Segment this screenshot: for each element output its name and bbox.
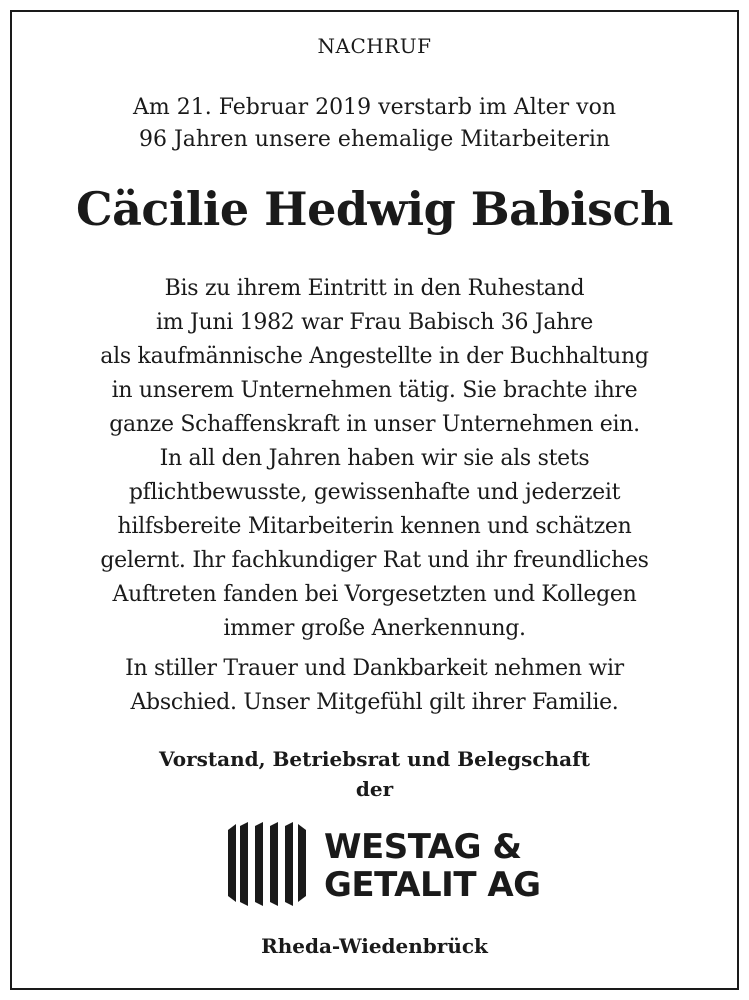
signoff xyxy=(12,744,737,804)
tribute-line: gelernt. Ihr fachkundiger Rat und ihr freundliches xyxy=(100,548,649,573)
tribute-line: immer große Anerkennung. xyxy=(223,616,526,641)
tribute-line: in unserem Unternehmen tätig. Sie brachte ihre xyxy=(111,378,638,403)
logo-wordmark-line: WESTAG & xyxy=(324,827,522,867)
company-logo xyxy=(228,822,541,912)
closing-text xyxy=(12,652,737,720)
signoff-line: Vorstand, Betriebsrat und Belegschaft xyxy=(159,747,590,771)
intro-line: Am 21. Februar 2019 verstarb im Alter von xyxy=(132,95,616,120)
intro-line: 96 Jahren unsere ehemalige Mitarbeiterin xyxy=(138,127,611,152)
tribute-line: hilfsbereite Mitarbeiterin kennen und schätzen xyxy=(117,514,632,539)
tribute-line: als kaufmännische Angestellte in der Buchhaltung xyxy=(100,344,649,369)
intro-text xyxy=(12,92,737,156)
tribute-line: Auftreten fanden bei Vorgesetzten und Kollegen xyxy=(112,582,637,607)
deceased-name: Cäcilie Hedwig Babisch xyxy=(76,182,673,236)
tribute-text xyxy=(12,272,737,646)
tribute-line: im Juni 1982 war Frau Babisch 36 Jahre xyxy=(156,310,593,335)
obituary-notice-frame xyxy=(10,10,739,990)
logo-wordmark xyxy=(324,828,541,904)
company-location: Rheda-Wiedenbrück xyxy=(261,934,488,958)
tribute-line: In all den Jahren haben wir sie als stets xyxy=(159,446,590,471)
closing-line: Abschied. Unser Mitgefühl gilt ihrer Familie. xyxy=(130,690,619,715)
tribute-line: pflichtbewusste, gewissenhafte und jederzeit xyxy=(128,480,621,505)
tribute-line: ganze Schaffenskraft in unser Unternehmen ein. xyxy=(109,412,640,437)
westag-bars-logo-icon xyxy=(228,822,306,906)
notice-heading: NACHRUF xyxy=(317,34,432,58)
tribute-line: Bis zu ihrem Eintritt in den Ruhestand xyxy=(164,276,585,301)
signoff-line: der xyxy=(355,777,394,801)
closing-line: In stiller Trauer und Dankbarkeit nehmen wir xyxy=(125,656,624,681)
logo-wordmark-line: GETALIT AG xyxy=(324,865,541,905)
